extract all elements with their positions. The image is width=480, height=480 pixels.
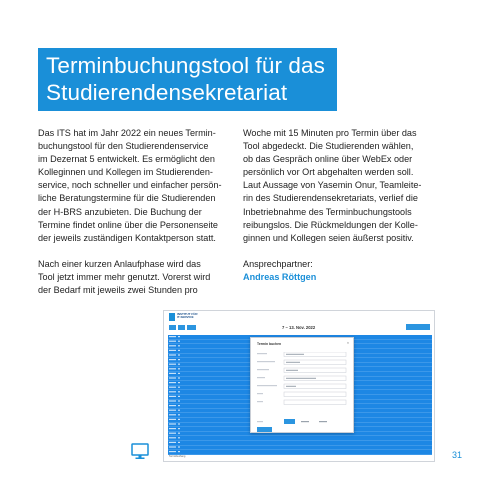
text-line: der Bedarf mit jeweils zwei Stunden pro — [38, 285, 198, 296]
text-line: der jeweils zuständigen Kontaktperson statt. — [38, 232, 216, 243]
text-line: buchungstool für den Studierendenservice — [38, 141, 209, 152]
next-week-button — [178, 325, 185, 330]
monitor-icon — [130, 441, 150, 461]
text-line: rin des Studierendensekretariats, verlief die — [243, 193, 418, 204]
booking-tool-screenshot — [163, 310, 435, 462]
right-text-column — [243, 127, 443, 284]
text-line: ob das Gespräch online über WebEx oder — [243, 154, 413, 165]
modal-form-fields — [257, 352, 349, 416]
text-line: Termine findet online über die Personenseite — [38, 219, 218, 230]
title-line-2: Studierendensekretariat — [46, 80, 288, 105]
text-line: Tool jetzt immer mehr genutzt. Vorerst wird — [38, 272, 211, 283]
contact-name: Andreas Röttgen — [243, 272, 317, 283]
text-line: Laut Aussage von Yasemin Onur, Teamleite- — [243, 180, 422, 191]
modal-title: Termin buchen — [257, 342, 282, 346]
time-column — [168, 335, 182, 455]
text-line: Tool abgedeckt. Die Studierenden wählen, — [243, 141, 414, 152]
article-title — [38, 48, 337, 111]
text-line: persönlich vor Ort abgehalten werden soll. — [243, 167, 414, 178]
text-line: ginnen und Kollegen seien äußerst positiv. — [243, 232, 414, 243]
text-line: Kolleginnen und Kollegen im Studierenden- — [38, 167, 213, 178]
week-label: 7 – 13. Nov. 2022 — [282, 325, 316, 330]
today-button — [187, 325, 196, 330]
contact-label: Ansprechpartner: — [243, 258, 313, 269]
left-text-column — [38, 127, 236, 297]
text-line: im Dezernat 5 entwickelt. Es ermöglicht den — [38, 154, 215, 165]
prev-week-button — [169, 325, 176, 330]
its-logo — [169, 313, 199, 322]
text-line: reibungslos. Die Rückmeldungen der Kolle- — [243, 219, 418, 230]
logo-mark-icon — [169, 313, 175, 321]
page-number: 31 — [452, 450, 463, 460]
text-line: Inbetriebnahme des Terminbuchungstools — [243, 206, 412, 217]
close-icon: × — [347, 341, 349, 345]
booking-modal — [250, 337, 354, 433]
text-line: service, noch schneller und einfacher persön- — [38, 180, 222, 191]
logo-text-line: IT-SERVICE — [177, 315, 194, 320]
logo-text-line: INSTITUT FÜR — [177, 312, 198, 316]
text-line: der H-BRS anzubieten. Die Buchung der — [38, 206, 202, 217]
modal-radio-options — [257, 419, 349, 425]
screenshot-footer: Terminbuchung — [169, 455, 186, 458]
text-line: Das ITS hat im Jahr 2022 ein neues Termin- — [38, 128, 216, 138]
text-line: Nach einer kurzen Anlaufphase wird das — [38, 258, 201, 269]
title-line-1: Terminbuchungstool für das — [46, 53, 326, 78]
text-line: liche Beratungstermine für die Studierenden — [38, 193, 216, 204]
submit-button — [257, 427, 272, 432]
text-line: Woche mit 15 Minuten pro Termin über das — [243, 128, 417, 138]
view-button — [406, 324, 430, 330]
